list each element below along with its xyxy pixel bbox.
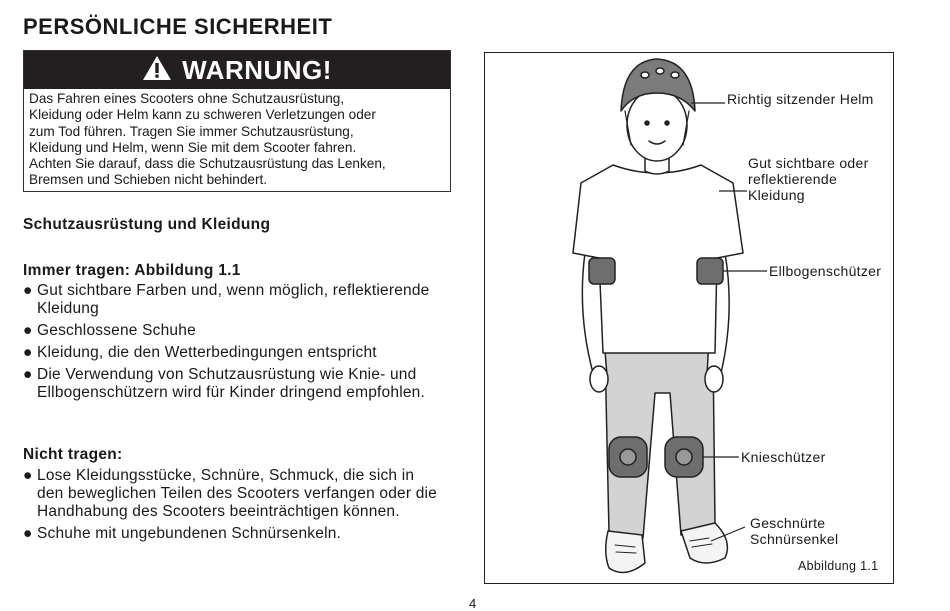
list-item: ● Die Verwendung von Schutzausrüstung wie Knie- und Ellbogenschützern wird für Kinder dringend empfohlen. [23, 366, 425, 401]
section-heading: Schutzausrüstung und Kleidung [23, 216, 271, 233]
page-title: PERSÖNLICHE SICHERHEIT [23, 14, 333, 39]
wear-list [23, 282, 443, 406]
page-number: 4 [469, 596, 477, 611]
warning-header [24, 51, 450, 89]
list-item: ● Gut sichtbare Farben und, wenn möglich, reflektierende Kleidung [23, 282, 430, 317]
wear-heading: Immer tragen: Abbildung 1.1 [23, 262, 241, 279]
dont-wear-list [23, 467, 443, 547]
warning-line: Achten Sie darauf, dass die Schutzausrüstung das Lenken, [29, 156, 386, 172]
dont-wear-heading: Nicht tragen: [23, 446, 123, 463]
warning-line: Das Fahren eines Scooters ohne Schutzausrüstung, [29, 91, 345, 106]
list-item: ● Lose Kleidungsstücke, Schnüre, Schmuck, die sich in den beweglichen Teilen des Scooters verfangen oder die Handhabung des Scooters beeinträchtigen können. [23, 467, 438, 520]
warning-line: Kleidung und Helm, wenn Sie mit dem Scooter fahren. [29, 139, 357, 155]
warning-line: Kleidung oder Helm kann zu schweren Verletzungen oder [29, 107, 376, 123]
warning-title: WARNUNG! [182, 54, 332, 85]
warning-text [24, 89, 450, 189]
list-item: ● Geschlossene Schuhe [23, 322, 196, 339]
label-elbow-pads: Ellbogenschützer [769, 263, 882, 279]
list-item: ● Schuhe mit ungebundenen Schnürsenkeln. [23, 525, 342, 542]
warning-line: Bremsen und Schieben nicht behindert. [29, 172, 268, 188]
label-laced-shoes: Geschnürte Schnürsenkel [750, 515, 839, 547]
warning-box [23, 50, 451, 192]
warning-triangle-icon [142, 55, 172, 86]
figure-caption: Abbildung 1.1 [798, 559, 879, 573]
list-item: ● Kleidung, die den Wetterbedingungen entspricht [23, 344, 377, 361]
child-protective-gear-illustration [485, 53, 892, 582]
label-knee-pads: Knieschützer [741, 449, 826, 465]
label-clothing: Gut sichtbare oder reflektierende Kleidung [748, 155, 869, 203]
warning-line: zum Tod führen. Tragen Sie immer Schutzausrüstung, [29, 123, 354, 139]
figure-1-1 [484, 52, 894, 584]
label-helmet: Richtig sitzender Helm [727, 91, 874, 107]
